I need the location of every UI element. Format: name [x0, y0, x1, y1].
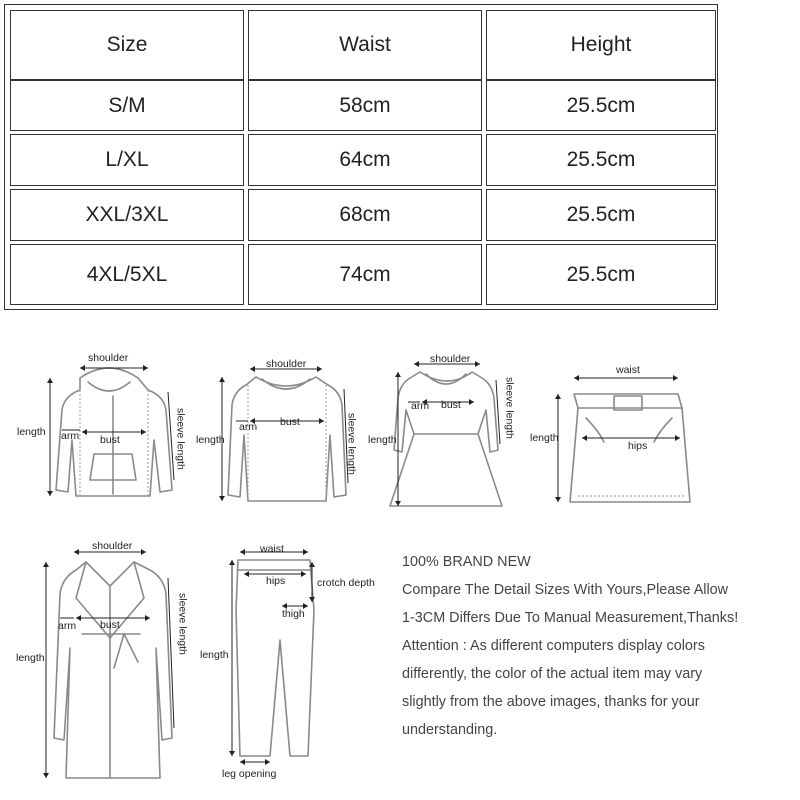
note-line: differently, the color of the actual item may vary: [402, 666, 703, 682]
pants-diagram: [200, 540, 380, 790]
table-cell: 25.5cm: [486, 189, 716, 241]
length-label: length: [368, 434, 397, 446]
arm-label: arm: [61, 430, 80, 442]
table-cell: L/XL: [10, 134, 244, 186]
note-line: understanding.: [402, 722, 498, 738]
table-cell: 25.5cm: [486, 134, 716, 186]
table-header-cell: Waist: [248, 10, 482, 80]
bust-label: bust: [100, 619, 120, 631]
bust-label: bust: [441, 399, 461, 411]
note-line: 100% BRAND NEW: [402, 554, 531, 570]
dress-diagram: [368, 350, 528, 515]
table-cell: 25.5cm: [486, 244, 716, 305]
table-cell: 4XL/5XL: [10, 244, 244, 305]
table-header-cell: Height: [486, 10, 716, 80]
arm-label: arm: [58, 620, 77, 632]
leg-opening-label: leg opening: [222, 768, 277, 780]
table-header-cell: Size: [10, 10, 244, 80]
note-line: Compare The Detail Sizes With Yours,Please Allow: [402, 582, 729, 598]
sleeve-length-label: sleeve length: [174, 408, 187, 470]
bust-label: bust: [280, 416, 300, 428]
table-cell: XXL/3XL: [10, 189, 244, 241]
note-line: 1-3CM Differs Due To Manual Measurement,Thanks!: [402, 610, 739, 626]
size-chart-table: [4, 4, 718, 310]
product-notes: [402, 548, 797, 744]
shoulder-label: shoulder: [266, 358, 307, 370]
shoulder-label: shoulder: [88, 352, 129, 364]
table-cell: 74cm: [248, 244, 482, 305]
sleeve-length-label: sleeve length: [176, 593, 189, 655]
table-cell: 58cm: [248, 80, 482, 131]
waist-label: waist: [616, 364, 640, 376]
table-cell: 25.5cm: [486, 80, 716, 131]
hips-label: hips: [266, 575, 286, 587]
hips-label: hips: [628, 440, 648, 452]
sleeve-length-label: sleeve length: [503, 377, 516, 439]
length-label: length: [530, 432, 559, 444]
shoulder-label: shoulder: [430, 353, 471, 365]
bust-label: bust: [100, 434, 120, 446]
length-label: length: [196, 434, 225, 446]
shoulder-label: shoulder: [92, 540, 133, 552]
coat-illustration: [14, 538, 204, 793]
table-cell: 64cm: [248, 134, 482, 186]
note-line: Attention : As different computers display colors: [402, 638, 705, 654]
length-label: length: [200, 649, 229, 661]
arm-label: arm: [411, 400, 430, 412]
thigh-label: thigh: [282, 608, 305, 620]
length-label: length: [16, 652, 45, 664]
sweater-diagram: [196, 355, 366, 515]
waist-label: waist: [260, 543, 284, 555]
hoodie-diagram: [14, 350, 194, 510]
crotch-depth-label: crotch depth: [317, 577, 375, 589]
length-label: length: [17, 426, 46, 438]
sleeve-length-label: sleeve length: [345, 413, 358, 475]
note-line: slightly from the above images, thanks for your: [402, 694, 700, 710]
skirt-diagram: [528, 360, 708, 510]
arm-label: arm: [239, 421, 258, 433]
table-cell: S/M: [10, 80, 244, 131]
coat-diagram: [14, 538, 204, 793]
table-cell: 68cm: [248, 189, 482, 241]
